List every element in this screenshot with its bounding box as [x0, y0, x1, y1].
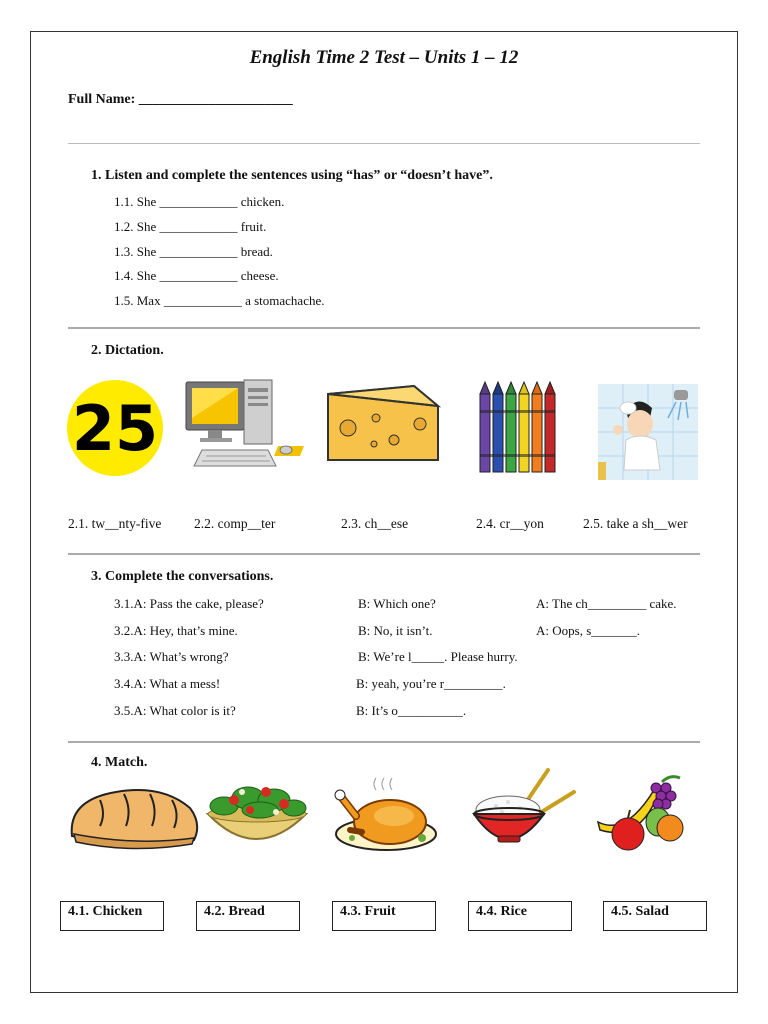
divider — [68, 327, 700, 329]
shower-icon — [598, 384, 698, 480]
conversation-b[interactable]: B: It’s o__________. — [356, 703, 467, 718]
bread-icon — [66, 786, 200, 852]
computer-icon — [182, 378, 306, 470]
sentence-item[interactable]: 1.4. She ____________ cheese. — [114, 268, 279, 283]
dictation-label[interactable]: 2.1. tw__nty-five — [68, 516, 162, 531]
conversation-c[interactable]: A: The ch_________ cake. — [536, 596, 677, 611]
dictation-label[interactable]: 2.2. comp__ter — [194, 516, 276, 531]
conversation-b[interactable]: B: We’re l_____. Please hurry. — [358, 649, 518, 664]
section-1-heading: 1. Listen and complete the sentences using “has” or “doesn’t have”. — [91, 168, 493, 183]
cheese-icon — [322, 384, 442, 466]
conversation-a: 3.3.A: What’s wrong? — [114, 649, 229, 664]
roast-chicken-icon — [332, 776, 442, 856]
divider — [68, 143, 700, 144]
sentence-item[interactable]: 1.3. She ____________ bread. — [114, 244, 273, 259]
conversation-a: 3.5.A: What color is it? — [114, 703, 236, 718]
conversation-a: 3.2.A: Hey, that’s mine. — [114, 623, 238, 638]
dictation-label[interactable]: 2.5. take a sh__wer — [583, 516, 688, 531]
sentence-item[interactable]: 1.5. Max ____________ a stomachache. — [114, 293, 325, 308]
number-badge-icon — [66, 378, 164, 478]
match-box[interactable]: 4.1. Chicken — [60, 901, 164, 931]
fruit-icon — [596, 772, 688, 854]
rice-bowl-icon — [470, 766, 578, 852]
conversation-b: B: No, it isn’t. — [358, 623, 433, 638]
full-name-field[interactable]: Full Name: ______________________ — [68, 92, 293, 107]
match-box[interactable]: 4.2. Bread — [196, 901, 300, 931]
conversation-b[interactable]: B: yeah, you’re r_________. — [356, 676, 506, 691]
badge-number: 25 — [71, 392, 159, 465]
conversation-a: 3.4.A: What a mess! — [114, 676, 221, 691]
sentence-item[interactable]: 1.2. She ____________ fruit. — [114, 219, 267, 234]
match-box[interactable]: 4.5. Salad — [603, 901, 707, 931]
conversation-c[interactable]: A: Oops, s_______. — [536, 623, 641, 638]
dictation-label[interactable]: 2.3. ch__ese — [341, 516, 409, 531]
match-box[interactable]: 4.4. Rice — [468, 901, 572, 931]
divider — [68, 741, 700, 743]
crayons-icon — [476, 380, 562, 474]
conversation-a: 3.1.A: Pass the cake, please? — [114, 596, 264, 611]
sentence-item[interactable]: 1.1. She ____________ chicken. — [114, 194, 285, 209]
section-3-heading: 3. Complete the conversations. — [91, 569, 274, 584]
section-4-heading: 4. Match. — [91, 755, 148, 770]
section-2-heading: 2. Dictation. — [91, 343, 164, 358]
match-box[interactable]: 4.3. Fruit — [332, 901, 436, 931]
dictation-label[interactable]: 2.4. cr__yon — [476, 516, 544, 531]
salad-icon — [204, 778, 310, 854]
conversation-b: B: Which one? — [358, 596, 436, 611]
page-title: English Time 2 Test – Units 1 – 12 — [249, 47, 519, 68]
divider — [68, 553, 700, 555]
